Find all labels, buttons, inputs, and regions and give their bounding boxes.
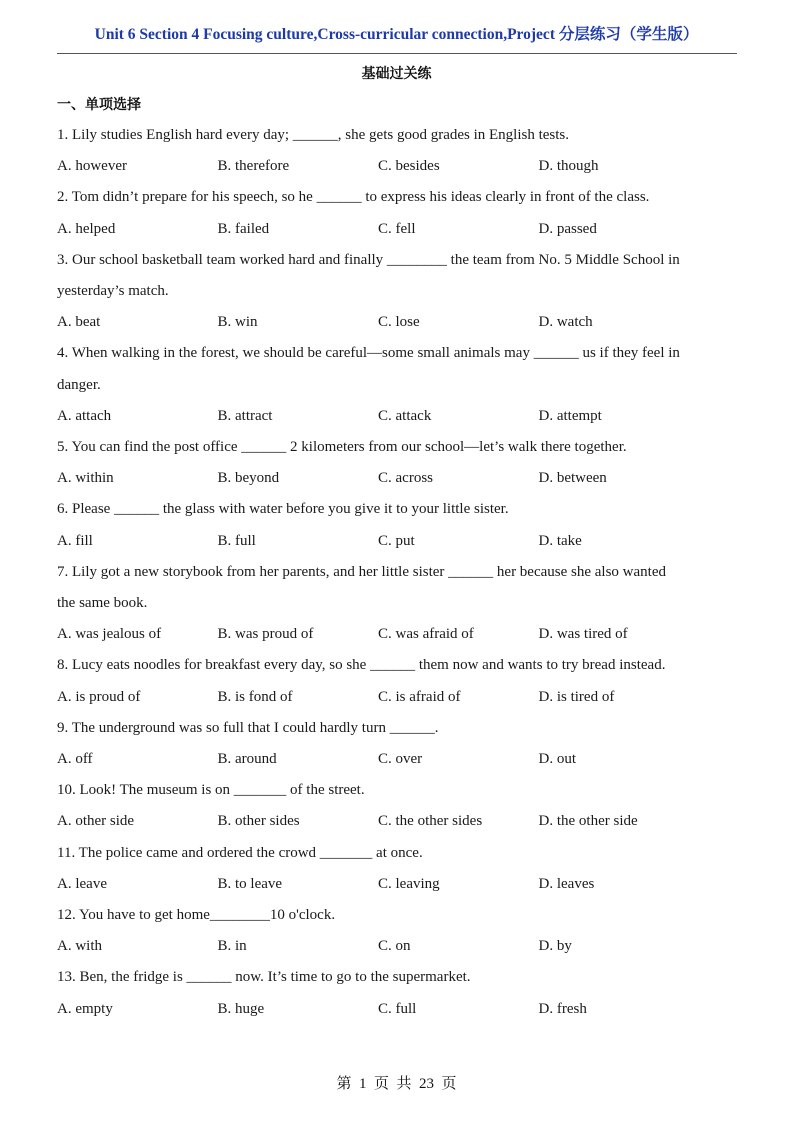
question-item: [57, 650, 737, 712]
answer-option: C. lose: [378, 314, 420, 331]
answer-option: D. though: [538, 158, 599, 175]
answer-option: C. besides: [378, 158, 440, 175]
section-title: 基础过关练: [361, 66, 432, 82]
question-item: [57, 713, 737, 775]
answer-option: D. out: [538, 751, 576, 768]
question-text: yesterday’s match.: [57, 283, 169, 300]
answer-option: B. therefore: [217, 158, 290, 175]
answer-options: [57, 214, 737, 245]
answer-option: D. between: [538, 470, 607, 487]
answer-option: D. is tired of: [538, 688, 615, 705]
answer-option: B. to leave: [217, 875, 283, 892]
answer-options: [57, 682, 737, 713]
answer-option: D. attempt: [538, 407, 602, 424]
answer-option: B. failed: [217, 220, 270, 237]
header-divider: [57, 53, 737, 54]
answer-option: B. other sides: [217, 813, 300, 830]
answer-option: B. full: [217, 532, 256, 549]
document-header-title: Unit 6 Section 4 Focusing culture,Cross-curricular connection,Project 分层练习（学生版）: [94, 26, 699, 43]
question-item: [57, 900, 737, 962]
answer-option: C. is afraid of: [378, 688, 461, 705]
answer-option: A. off: [57, 751, 93, 768]
question-text: 3. Our school basketball team worked hard and finally ________ the team from No. 5 Middle School in: [57, 251, 680, 268]
answer-options: [57, 806, 737, 837]
answer-option: A. beat: [57, 314, 101, 331]
question-item: [57, 182, 737, 244]
question-text: 1. Lily studies English hard every day; ______, she gets good grades in English tests.: [57, 127, 570, 143]
answer-option: A. helped: [57, 220, 116, 237]
answer-option: A. is proud of: [57, 688, 141, 705]
answer-option: C. across: [378, 470, 433, 487]
answer-options: [57, 994, 737, 1025]
answer-option: A. however: [57, 158, 127, 175]
answer-options: [57, 463, 737, 494]
answer-option: D. leaves: [538, 875, 595, 892]
answer-option: A. empty: [57, 1000, 113, 1017]
question-text: 11. The police came and ordered the crowd _______ at once.: [57, 844, 423, 861]
question-item: [57, 557, 737, 651]
question-text: 5. You can find the post office ______ 2 kilometers from our school—let’s walk there together.: [57, 439, 627, 456]
answer-option: D. fresh: [538, 1000, 587, 1017]
question-text: 6. Please ______ the glass with water before you give it to your little sister.: [57, 501, 509, 518]
answer-option: A. other side: [57, 813, 135, 830]
answer-option: B. attract: [217, 407, 273, 424]
question-item: [57, 494, 737, 556]
question-list: [57, 120, 737, 1025]
answer-option: B. around: [217, 751, 277, 768]
answer-option: D. watch: [538, 314, 593, 331]
answer-option: B. win: [217, 314, 258, 331]
answer-option: D. was tired of: [538, 626, 628, 643]
answer-option: B. beyond: [217, 470, 280, 487]
answer-option: C. was afraid of: [378, 626, 474, 643]
question-text: danger.: [57, 376, 101, 393]
question-item: [57, 120, 737, 182]
answer-options: [57, 151, 737, 182]
answer-option: A. was jealous of: [57, 626, 162, 643]
answer-option: C. leaving: [378, 875, 440, 892]
answer-options: [57, 869, 737, 900]
answer-option: B. in: [217, 938, 247, 955]
answer-option: A. within: [57, 470, 114, 487]
answer-option: D. passed: [538, 220, 597, 237]
question-item: [57, 838, 737, 900]
answer-option: C. full: [378, 1000, 417, 1017]
answer-option: B. huge: [217, 1000, 265, 1017]
answer-options: [57, 931, 737, 962]
answer-options: [57, 307, 737, 338]
answer-options: [57, 619, 737, 650]
question-item: [57, 432, 737, 494]
question-text: 8. Lucy eats noodles for breakfast every day, so she ______ them now and wants to try bread instead.: [57, 657, 666, 674]
answer-option: A. with: [57, 938, 102, 955]
answer-options: [57, 526, 737, 557]
question-item: [57, 962, 737, 1024]
question-item: [57, 338, 737, 432]
answer-option: D. the other side: [538, 813, 638, 830]
answer-option: A. attach: [57, 407, 112, 424]
answer-option: C. attack: [378, 407, 432, 424]
question-text: 7. Lily got a new storybook from her parents, and her little sister ______ her because she also wanted: [57, 563, 667, 580]
answer-option: A. leave: [57, 875, 107, 892]
answer-option: A. fill: [57, 532, 93, 549]
question-text: 12. You have to get home________10 o'clock.: [57, 907, 336, 924]
answer-option: D. by: [538, 938, 572, 955]
answer-option: B. is fond of: [217, 688, 293, 705]
question-item: [57, 245, 737, 339]
answer-option: C. the other sides: [378, 813, 483, 830]
question-text: 4. When walking in the forest, we should be careful—some small animals may ______ us if they feel in: [57, 345, 680, 362]
answer-option: C. on: [378, 938, 411, 955]
question-item: [57, 775, 737, 837]
question-text: 13. Ben, the fridge is ______ now. It’s time to go to the supermarket.: [57, 969, 471, 986]
answer-option: D. take: [538, 532, 582, 549]
answer-options: [57, 401, 737, 432]
part-heading: 一、单项选择: [57, 97, 141, 113]
answer-option: C. over: [378, 751, 423, 768]
question-text: 9. The underground was so full that I could hardly turn ______.: [57, 719, 439, 736]
answer-options: [57, 744, 737, 775]
answer-option: C. fell: [378, 220, 416, 237]
answer-option: C. put: [378, 532, 415, 549]
answer-option: B. was proud of: [217, 626, 314, 643]
page-number-footer: 第 1 页 共 23 页: [336, 1076, 457, 1092]
question-text: 2. Tom didn’t prepare for his speech, so he ______ to express his ideas clearly in front of the class.: [57, 189, 650, 206]
question-text: the same book.: [57, 595, 148, 612]
question-text: 10. Look! The museum is on _______ of the street.: [57, 782, 365, 799]
